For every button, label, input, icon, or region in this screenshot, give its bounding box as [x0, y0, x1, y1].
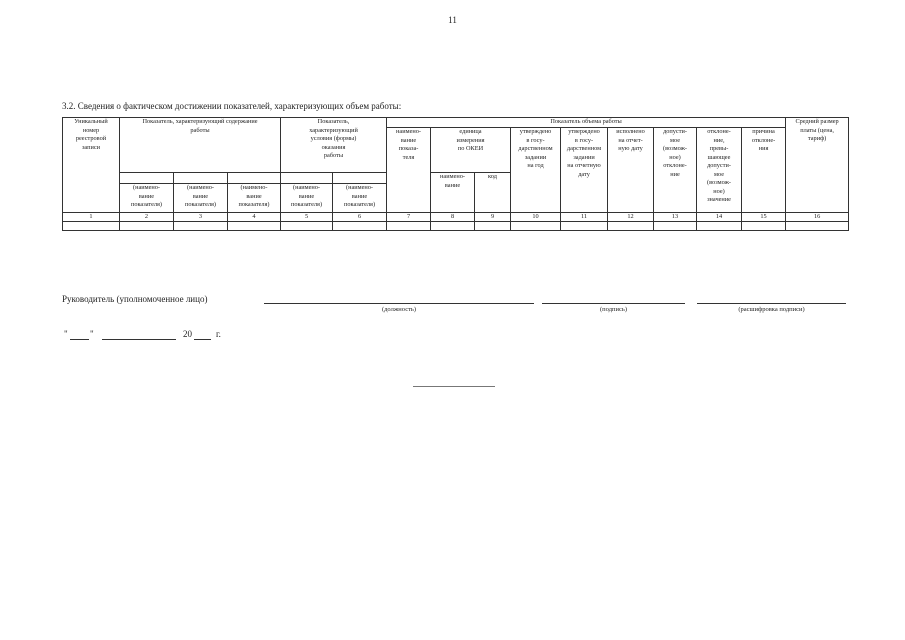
empty-cell — [561, 222, 608, 231]
header-indicator-name-sub: (наимено- вание показателя) — [281, 184, 333, 213]
month-blank — [102, 339, 176, 340]
column-number: 16 — [786, 213, 849, 222]
column-number: 14 — [697, 213, 742, 222]
header-indicator-name-sub: (наимено- вание показателя) — [228, 184, 281, 213]
header-unit-code: код — [475, 173, 511, 213]
empty-cell — [174, 222, 228, 231]
column-number: 13 — [654, 213, 697, 222]
empty-cell — [120, 173, 174, 184]
empty-cell — [654, 222, 697, 231]
header-indicator-name-sub: (наимено- вание показателя) — [333, 184, 387, 213]
footer-rule — [413, 386, 495, 387]
header-allowed-deviation: допусти- мое (возмож- ное) отклоне- ние — [654, 128, 697, 213]
header-exceeding-deviation: отклоне- ние, превы- шающее допусти- мое (возмож- ное) значение — [697, 128, 742, 213]
empty-cell — [281, 173, 333, 184]
empty-cell — [120, 222, 174, 231]
position-signature-line — [264, 303, 534, 304]
column-number: 3 — [174, 213, 228, 222]
empty-cell — [174, 173, 228, 184]
empty-cell — [786, 222, 849, 231]
day-blank — [70, 339, 89, 340]
signature-label: Руководитель (уполномоченное лицо) — [62, 294, 208, 304]
empty-cell — [697, 222, 742, 231]
empty-cell — [228, 222, 281, 231]
header-approved-report-date: утверждено в госу- дарственном задании на отчетную дату — [561, 128, 608, 213]
empty-cell — [387, 222, 431, 231]
header-conditions-indicator: Показатель, характеризующий условия (формы) оказания работы — [281, 118, 387, 173]
header-average-payment: Средний размер платы (цена, тариф) — [786, 118, 849, 213]
empty-cell — [333, 222, 387, 231]
column-number: 2 — [120, 213, 174, 222]
date-open-quote: " — [64, 329, 68, 339]
column-number: 15 — [742, 213, 786, 222]
header-indicator-name-sub: (наимено- вание показателя) — [174, 184, 228, 213]
header-indicator-name-sub: (наимено- вание показателя) — [120, 184, 174, 213]
empty-cell — [475, 222, 511, 231]
column-number: 5 — [281, 213, 333, 222]
empty-cell — [281, 222, 333, 231]
page-number: 11 — [448, 15, 457, 25]
decoding-signature-line — [697, 303, 846, 304]
section-title: 3.2. Сведения о фактическом достижении показателей, характеризующих объем работы: — [62, 101, 402, 111]
year-blank — [194, 339, 211, 340]
year-suffix: г. — [216, 329, 221, 339]
empty-cell — [63, 222, 120, 231]
empty-cell — [333, 173, 387, 184]
header-unit-okei: единица измерения по ОКЕИ — [431, 128, 511, 173]
signature-line — [542, 303, 685, 304]
signature-caption: (подпись) — [600, 306, 627, 313]
header-unit-name: наимено- вание — [431, 173, 475, 213]
header-indicator-name: наимено- вание показа- теля — [387, 128, 431, 213]
header-content-indicator: Показатель, характеризующий содержание работы — [120, 118, 281, 173]
decoding-caption: (расшифровка подписи) — [738, 306, 805, 313]
position-caption: (должность) — [381, 306, 417, 313]
empty-cell — [511, 222, 561, 231]
column-number: 4 — [228, 213, 281, 222]
column-number: 10 — [511, 213, 561, 222]
work-volume-table — [62, 117, 849, 231]
date-close-quote: " — [90, 329, 94, 339]
column-number: 1 — [63, 213, 120, 222]
empty-cell — [742, 222, 786, 231]
column-number: 6 — [333, 213, 387, 222]
header-deviation-reason: причина отклоне- ния — [742, 128, 786, 213]
empty-cell — [228, 173, 281, 184]
table-row — [63, 222, 849, 231]
header-executed: исполнено на отчет- ную дату — [608, 128, 654, 213]
column-number: 12 — [608, 213, 654, 222]
empty-cell — [431, 222, 475, 231]
header-volume-indicator: Показатель объема работы — [387, 118, 786, 128]
empty-cell — [608, 222, 654, 231]
header-approved-year: утверждено в госу- дарственном задании на год — [511, 128, 561, 213]
year-prefix: 20 — [183, 329, 192, 339]
column-number: 7 — [387, 213, 431, 222]
header-unique-number: Уникальный номер реестровой записи — [63, 118, 120, 213]
column-number: 9 — [475, 213, 511, 222]
column-number: 11 — [561, 213, 608, 222]
column-number: 8 — [431, 213, 475, 222]
